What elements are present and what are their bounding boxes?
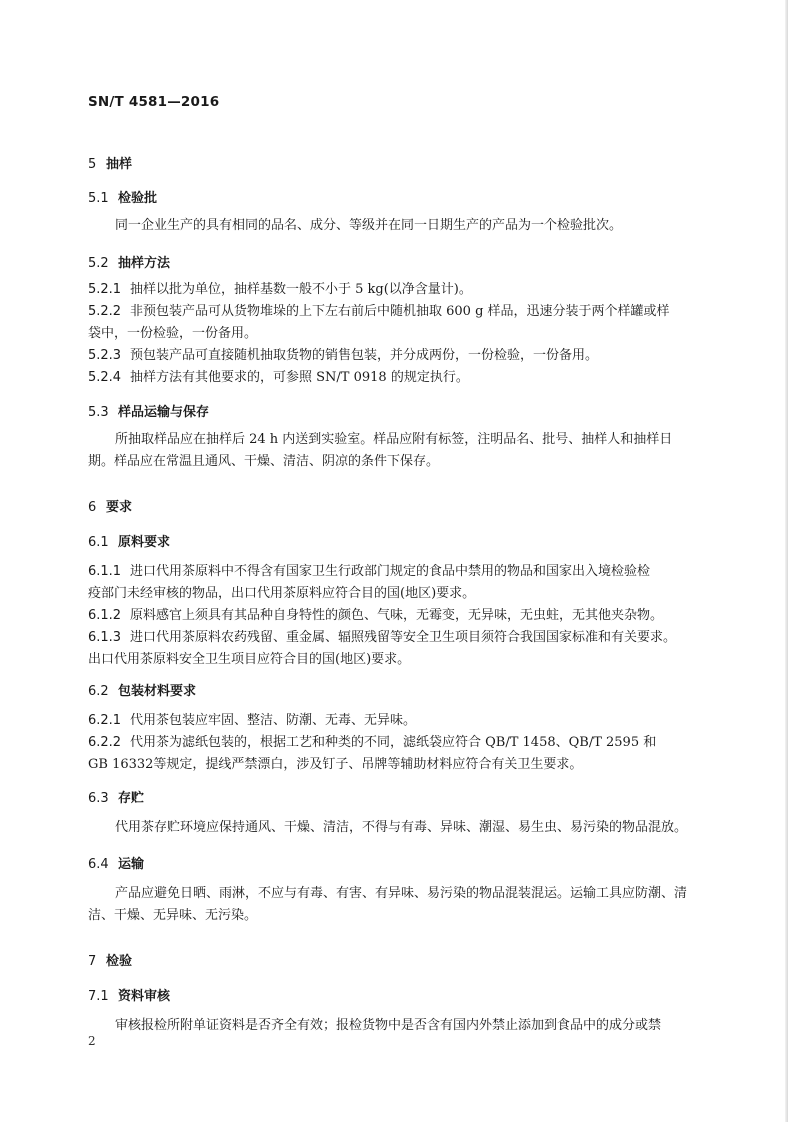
section-5-1-paragraph: 同一企业生产的具有相同的品名、成分、等级并在同一日期生产的产品为一个检验批次。 bbox=[115, 218, 623, 233]
page-number: 2 bbox=[88, 1034, 96, 1048]
section-6-heading: 6 要求 bbox=[88, 500, 133, 515]
section-7-1-paragraph: 审核报检所附单证资料是否齐全有效；报检货物中是否含有国内外禁止添加到食品中的成分或禁 bbox=[115, 1018, 662, 1033]
section-7-1-heading: 7.1 资料审核 bbox=[88, 989, 171, 1004]
section-5-1-heading: 5.1 检验批 bbox=[88, 191, 158, 206]
section-5-2-heading: 5.2 抽样方法 bbox=[88, 256, 171, 271]
section-5-3-paragraph: 所抽取样品应在抽样后 24 h 内送到实验室。样品应附有标签，注明品名、批号、抽样人和抽样日 期。样品应在常温且通风、干燥、清洁、阴凉的条件下保存。 bbox=[88, 432, 673, 469]
section-5-heading: 5 抽样 bbox=[88, 157, 133, 172]
clause-6-1-3: 6.1.3 进口代用茶原料农药残留、重金属、辐照残留等安全卫生项目须符合我国国家标准和有关要求。 出口代用茶原料安全卫生项目应符合目的国(地区)要求。 bbox=[88, 630, 677, 667]
section-6-3-paragraph: 代用茶存贮环境应保持通风、干燥、清洁，不得与有毒、异味、潮湿、易生虫、易污染的物品混放。 bbox=[115, 820, 688, 835]
standard-code: SN/T 4581—2016 bbox=[88, 94, 220, 110]
section-5-3-heading: 5.3 样品运输与保存 bbox=[88, 405, 210, 420]
clause-6-1-2: 6.1.2 原料感官上须具有其品种自身特性的颜色、气味，无霉变，无异味，无虫蛀，无其他夹杂物。 bbox=[88, 608, 664, 623]
clause-6-2-1: 6.2.1 代用茶包装应牢固、整洁、防潮、无毒、无异味。 bbox=[88, 713, 417, 728]
section-6-4-heading: 6.4 运输 bbox=[88, 857, 145, 872]
section-7-heading: 7 检验 bbox=[88, 954, 133, 969]
section-6-3-heading: 6.3 存贮 bbox=[88, 791, 145, 806]
section-6-4-paragraph: 产品应避免日晒、雨淋，不应与有毒、有害、有异味、易污染的物品混装混运。运输工具应防潮、清 洁、干燥、无异味、无污染。 bbox=[88, 886, 688, 923]
clause-6-2-2: 6.2.2 代用茶为滤纸包装的，根据工艺和种类的不同，滤纸袋应符合 QB/T 1458、QB/T 2595 和 GB 16332等规定，提线严禁漂白，涉及钉子、吊牌等辅助材料应符合有关卫生要求。 bbox=[88, 735, 657, 772]
clause-5-2-1: 5.2.1 抽样以批为单位，抽样基数一般不小于 5 kg(以净含量计)。 bbox=[88, 282, 472, 297]
clause-5-2-2: 5.2.2 非预包装产品可从货物堆垛的上下左右前后中随机抽取 600 g 样品，迅速分装于两个样罐或样 袋中，一份检验，一份备用。 bbox=[88, 304, 670, 341]
clause-5-2-4: 5.2.4 抽样方法有其他要求的，可参照 SN/T 0918 的规定执行。 bbox=[88, 370, 469, 385]
clause-5-2-3: 5.2.3 预包装产品可直接随机抽取货物的销售包装，并分成两份，一份检验，一份备用。 bbox=[88, 348, 599, 363]
section-6-1-heading: 6.1 原料要求 bbox=[88, 535, 171, 550]
section-6-2-heading: 6.2 包装材料要求 bbox=[88, 684, 197, 699]
clause-6-1-1: 6.1.1 进口代用茶原料中不得含有国家卫生行政部门规定的食品中禁用的物品和国家出入境检验检 疫部门未经审核的物品，出口代用茶原料应符合目的国(地区)要求。 bbox=[88, 564, 651, 601]
